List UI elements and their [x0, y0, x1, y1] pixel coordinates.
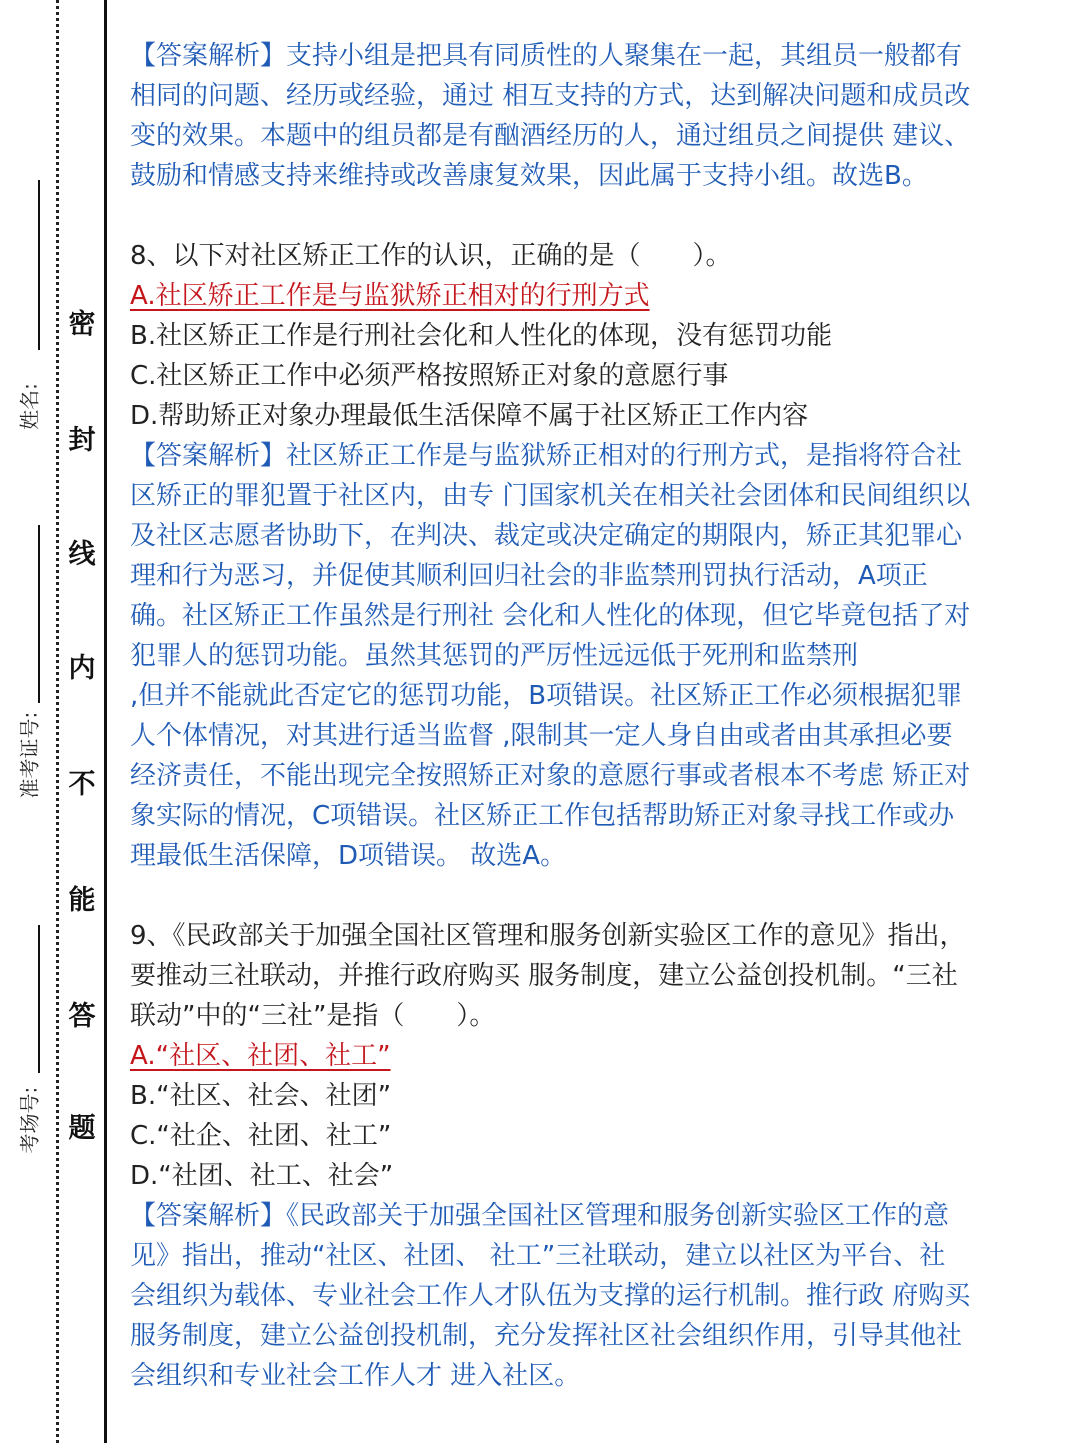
seal-char: 能	[68, 885, 96, 916]
q9-question	[130, 916, 1065, 1036]
analysis-line: 经济责任，不能出现完全按照矫正对象的意愿行事或者根本不考虑 矫正对	[130, 761, 971, 791]
seal-char: 封	[68, 425, 96, 456]
question-line: 联动”中的“三社”是指（ ）。	[130, 1001, 496, 1031]
analysis-line: 犯罪人的惩罚功能。虽然其惩罚的严厉性远远低于死刑和监禁刑	[130, 641, 859, 671]
exam-id-field-line	[38, 525, 40, 703]
seal-char: 不	[68, 769, 96, 800]
q8-option-c: C.社区矫正工作中必须严格按照矫正对象的意愿行事	[130, 361, 729, 391]
analysis-line: 象实际的情况，C项错误。社区矫正工作包括帮助矫正对象寻找工作或办	[130, 801, 955, 831]
analysis-line: 【答案解析】社区矫正工作是与监狱矫正相对的行刑方式，是指将符合社	[130, 441, 963, 471]
q8-question: 8、以下对社区矫正工作的认识，正确的是（ ）。	[130, 241, 732, 271]
analysis-line: 人个体情况，对其进行适当监督 ,限制其一定人身自由或者由其承担必要	[130, 721, 953, 751]
q9-option-c: C.“社企、社团、社工”	[130, 1121, 392, 1151]
exam-content	[130, 36, 1065, 1396]
analysis-line: 见》指出，推动“社区、社团、 社工”三社联动，建立以社区为平台、社	[130, 1241, 946, 1271]
seal-char: 密	[68, 309, 96, 340]
analysis-line: 理和行为恶习，并促使其顺利回归社会的非监禁刑罚执行活动，A项正	[130, 561, 928, 591]
analysis-line: 及社区志愿者协助下，在判决、裁定或决定确定的期限内，矫正其犯罪心	[130, 521, 963, 551]
analysis-line: 会组织和专业社会工作人才 进入社区。	[130, 1361, 581, 1391]
name-field	[0, 180, 56, 430]
analysis-line: 【答案解析】《民政部关于加强全国社区管理和服务创新实验区工作的意	[130, 1201, 950, 1231]
name-field-line	[38, 180, 40, 350]
analysis-line: 服务制度，建立公益创投机制，充分发挥社区社会组织作用，引导其他社	[130, 1321, 963, 1351]
analysis-line: 鼓励和情感支持来维持或改善康复效果，因此属于支持小组。故选B。	[130, 161, 928, 191]
analysis-line: 变的效果。本题中的组员都是有酗酒经历的人，通过组员之间提供 建议、	[130, 121, 971, 151]
q7-analysis	[130, 36, 1065, 196]
dotted-cut-line	[56, 0, 59, 1443]
analysis-line: 相同的问题、经历或经验，通过 相互支持的方式，达到解决问题和成员改	[130, 81, 971, 111]
q8-analysis	[130, 436, 1065, 876]
exam-room-field-line	[38, 925, 40, 1073]
q9-option-d: D.“社团、社工、社会”	[130, 1161, 394, 1191]
exam-id-label: 准考证号:	[17, 711, 42, 799]
exam-room-field	[0, 925, 56, 1165]
seal-char: 线	[68, 539, 96, 570]
analysis-line: ,但并不能就此否定它的惩罚功能，B项错误。社区矫正工作必须根据犯罪	[130, 681, 963, 711]
analysis-line: 区矫正的罪犯置于社区内，由专 门国家机关在相关社会团体和民间组织以	[130, 481, 971, 511]
q9-analysis	[130, 1196, 1065, 1396]
analysis-line: 理最低生活保障，D项错误。 故选A。	[130, 841, 567, 871]
q9-correct-answer: A.“社区、社团、社工”	[130, 1041, 391, 1071]
seal-char: 题	[68, 1113, 96, 1144]
question-line: 要推动三社联动，并推行政府购买 服务制度，建立公益创投机制。“三社	[130, 961, 958, 991]
q9-option-b: B.“社区、社会、社团”	[130, 1081, 392, 1111]
q8-option-d: D.帮助矫正对象办理最低生活保障不属于社区矫正工作内容	[130, 401, 809, 431]
exam-room-label: 考场号:	[17, 1086, 42, 1154]
question-line: 9、《民政部关于加强全国社区管理和服务创新实验区工作的意见》指出，	[130, 921, 966, 951]
exam-id-field	[0, 525, 56, 825]
binding-line	[104, 0, 107, 1443]
analysis-line: 【答案解析】支持小组是把具有同质性的人聚集在一起，其组员一般都有	[130, 41, 963, 71]
seal-char: 内	[68, 653, 96, 684]
analysis-line: 确。社区矫正工作虽然是行刑社 会化和人性化的体现，但它毕竟包括了对	[130, 601, 971, 631]
analysis-line: 会组织为载体、专业社会工作人才队伍为支撑的运行机制。推行政 府购买	[130, 1281, 971, 1311]
name-label: 姓名:	[17, 383, 42, 430]
seal-char: 答	[68, 1001, 96, 1032]
q8-option-b: B.社区矫正工作是行刑社会化和人性化的体现，没有惩罚功能	[130, 321, 833, 351]
q8-correct-answer: A.社区矫正工作是与监狱矫正相对的行刑方式	[130, 281, 650, 311]
binding-margin	[0, 0, 110, 1443]
